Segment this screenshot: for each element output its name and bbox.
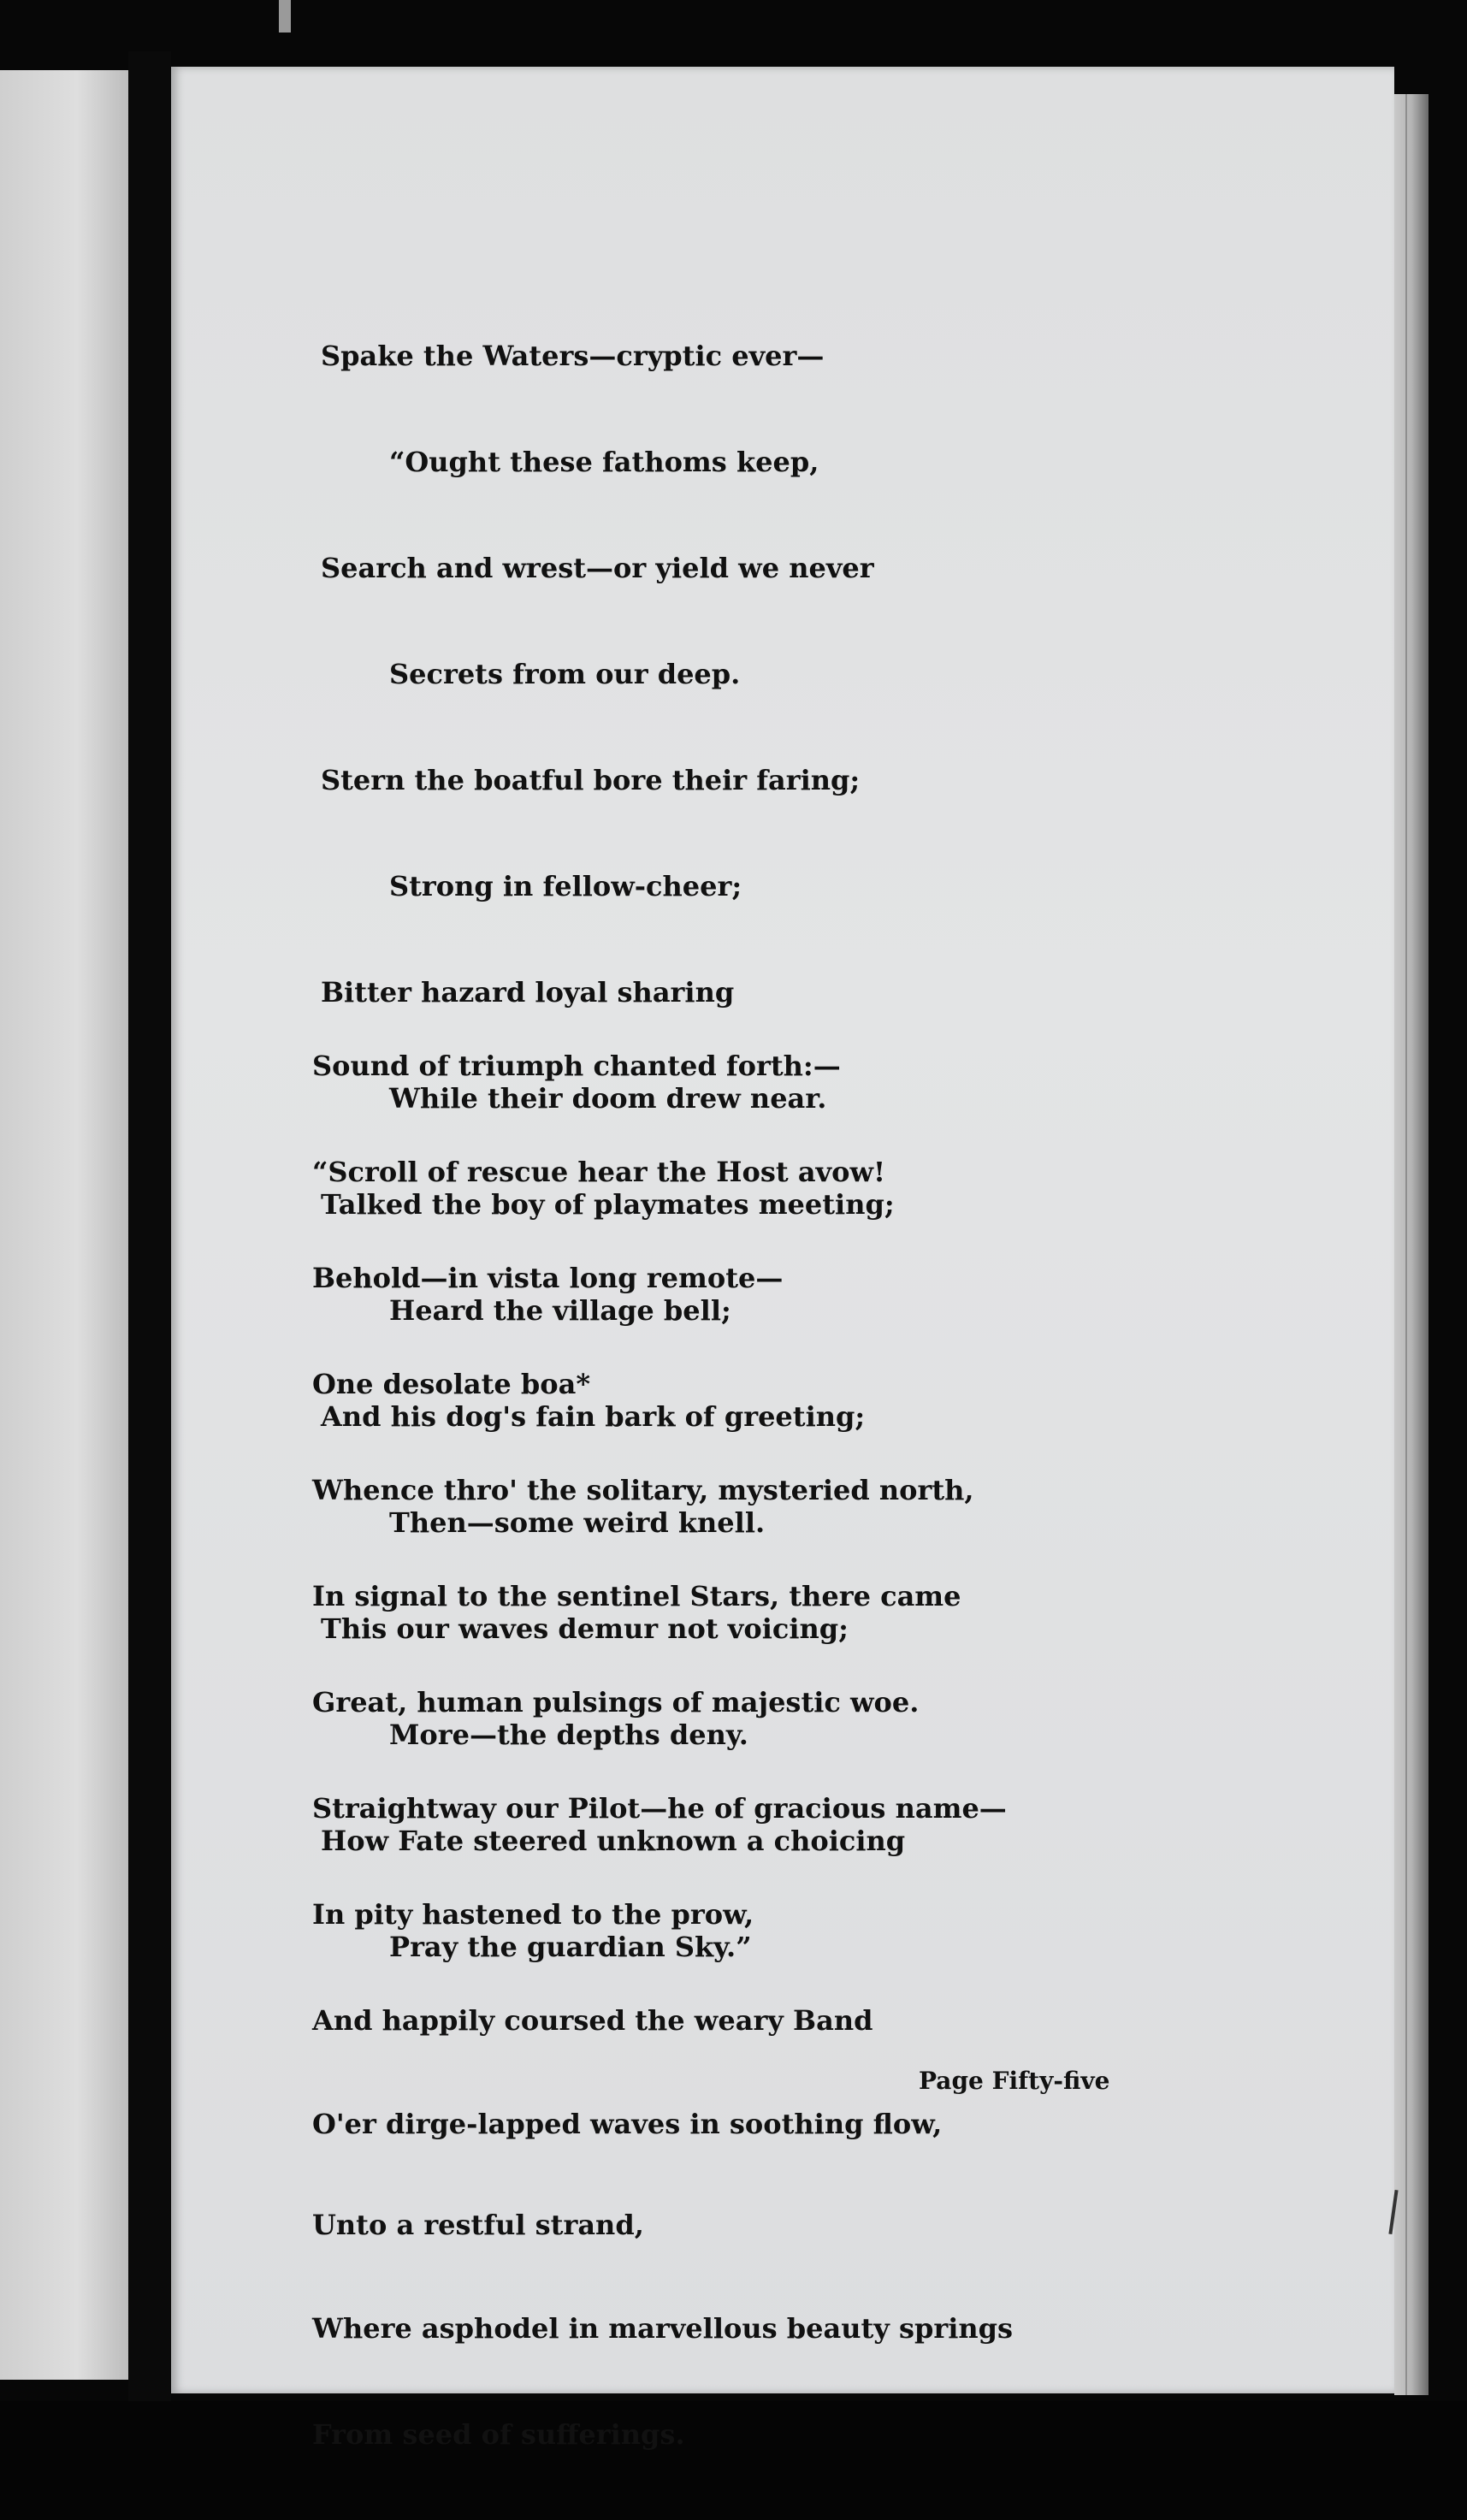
page-edge-line: [1405, 94, 1407, 2395]
book-gutter: [128, 51, 171, 2401]
poem-line: And happily coursed the weary Band: [312, 2004, 873, 2037]
poem-line: Secrets from our deep.: [389, 658, 741, 690]
poem-line: Spake the Waters—cryptic ever—: [321, 340, 825, 372]
poem-line: Talked the boy of playmates meeting;: [321, 1188, 895, 1221]
poem-line: From seed of sufferings.: [312, 2418, 685, 2451]
poem-line: While their doom drew near.: [389, 1082, 827, 1115]
scan-artifact: [279, 0, 291, 33]
poem-line: How Fate steered unknown a choicing: [321, 1825, 906, 1857]
poem-line: Bitter hazard loyal sharing: [321, 976, 735, 1009]
poem-line: Straightway our Pilot—he of gracious name—: [312, 1792, 1007, 1825]
poem-line: Whence thro' the solitary, mysteried north,: [312, 1474, 974, 1506]
poem-line: “Scroll of rescue hear the Host avow!: [312, 1156, 886, 1188]
poem-line: “Ought these fathoms keep,: [389, 446, 819, 478]
poem-line: One desolate boa*: [312, 1368, 591, 1400]
poem-line: More—the depths deny.: [389, 1718, 748, 1751]
page-stack-edge: [1394, 94, 1429, 2395]
poem-line: In signal to the sentinel Stars, there came: [312, 1580, 961, 1612]
poem-line: Stern the boatful bore their faring;: [321, 764, 861, 796]
page-number: Page Fifty-five: [919, 2067, 1110, 2095]
poem-line: Sound of triumph chanted forth:—: [312, 1050, 841, 1082]
poem-line: In pity hastened to the prow,: [312, 1898, 754, 1931]
poem-line: Behold—in vista long remote—: [312, 1262, 784, 1294]
poem-line: Strong in fellow-cheer;: [389, 870, 742, 902]
poem-line: O'er dirge-lapped waves in soothing flow,: [312, 2108, 943, 2140]
poem-line: This our waves demur not voicing;: [321, 1612, 849, 1645]
poem-line: Pray the guardian Sky.”: [389, 1931, 752, 1963]
poem-line: Great, human pulsings of majestic woe.: [312, 1686, 920, 1718]
poem-line: Unto a restful strand,: [312, 2209, 644, 2241]
facing-page-edge: [0, 70, 128, 2380]
poem-line: Heard the village bell;: [389, 1294, 731, 1327]
poem-line: Where asphodel in marvellous beauty springs: [312, 2312, 1014, 2345]
poem-line: And his dog's fain bark of greeting;: [321, 1400, 866, 1433]
poem-stanza-2: [312, 980, 1013, 2520]
poem-line: Then—some weird knell.: [389, 1506, 766, 1539]
poem-line: Search and wrest—or yield we never: [321, 552, 874, 584]
